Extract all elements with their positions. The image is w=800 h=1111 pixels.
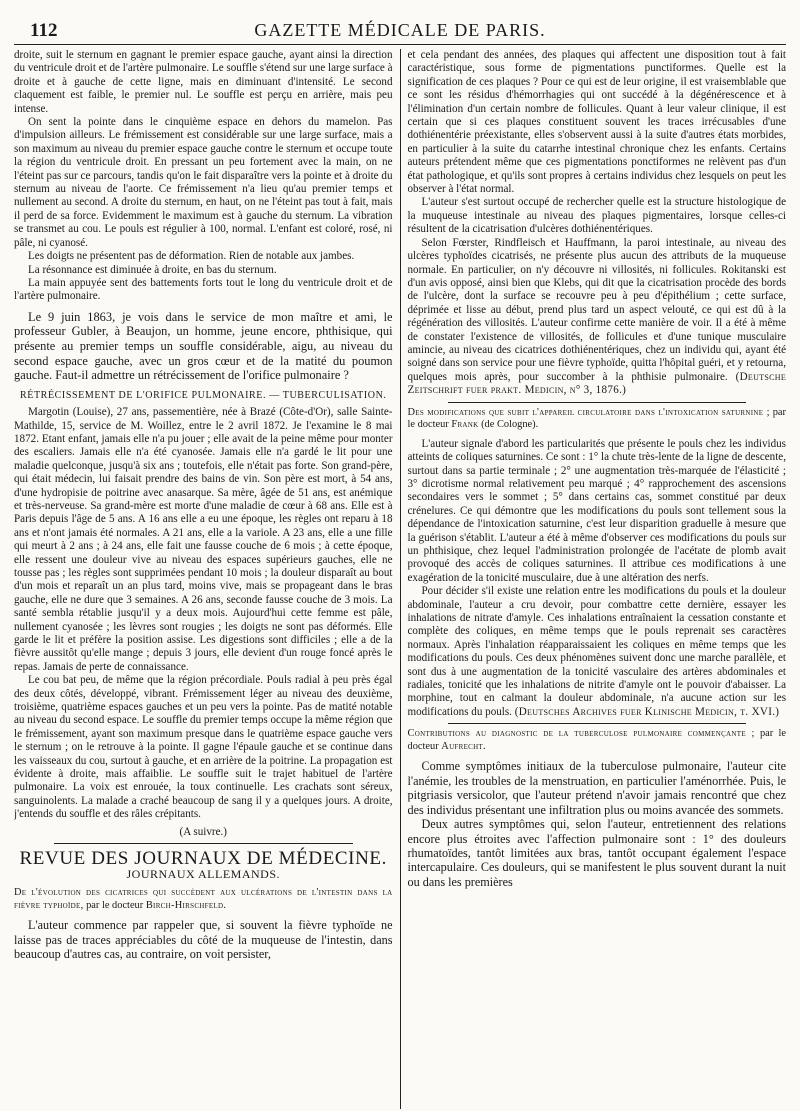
- section-title: REVUE DES JOURNAUX DE MÉDECINE.: [19, 848, 387, 870]
- divider: [448, 723, 747, 724]
- journal-reference: (Deutsche Zeitschrift fuer prakt. Medicin, n° 3, 1876.): [407, 370, 787, 397]
- article-title-text: De l'évolution des cicatrices qui succèdent aux ulcérations de l'intestin dans la fièvre typhoïde,: [14, 886, 393, 911]
- paragraph: Margotin (Louise), 27 ans, passementière, née à Brazé (Côte-d'Or), salle Sainte-Mathilde, 15, service de M. Woillez, entre le 2 avril 1872. Je l'examine le 8 mai 1872. Etant enfant, jamais elle n'a pu jouer ; elle avait de la peine même pour monter des escaliers. Jamais elle n'a été cyanosée. Jamais elle n'a gardé le lit pour une maladie quelconque, jusqu'à six ans ; toutefois, elle n'était pas forte. Son grand-père, qui était médecin, lui faisait prendre des bains de vin. Son père est mort, à 54 ans, d'une hydropisie de poitrine avec anasarque. Sa mère, âgée de 51 ans, est anémique et très-nerveuse. Sa grand-mère est morte d'une maladie de cœur à 68 ans. Elle est à Paris depuis l'âge de 5 ans. A 16 ans elle a eu une époque, les règles ont reparu à 18 ans et n'ont jamais été normales. A 21 ans, elle a la variole. A 23 ans, elle a une fille qui meurt à 2 ans ; à 24 ans, elle fait une fausse couche de 6 mois ; à cette époque, elle ressent une douleur vive au niveau des espaces supérieurs gauches, elle ne tousse pas ; les règles sont supprimées pendant 10 mois ; la douleur disparaît au bout d'un mois et reparaît un an plus tard, moins vive, mais se propageant dans le bras gauche, elle ne dure que 3 semaines. A 26 ans, seconde fausse couche de 3 mois. La santé sembla rétablie jusqu'il y a deux mois. Aujourd'hui cette femme est pâle, nullement cyanosée ; les lèvres sont rougies ; les doigts ne sont pas déformés. Elle garde le lit et préfère la position assise. Les digestions sont difficiles ; elle a de la fièvre aussitôt qu'elle mange ; depuis 3 jours, elle devient d'un rouge foncé après le repas. Jamais de perte de connaissance.: [14, 406, 393, 673]
- article-title-text: Des modifications que subit l'appareil circulatoire dans l'intoxication saturnine ;: [407, 406, 770, 418]
- paragraph: L'auteur s'est surtout occupé de rechercher quelle est la structure histologique de la muqueuse intestinale au niveau des plaques pigmentaires, lorsque celles-ci résultent de la cicatrisation d'ulcères dothiénentériques.: [407, 196, 787, 236]
- paragraph-text: Selon Fœrster, Rindfleisch et Hauffmann, la paroi intestinale, au niveau des ulcères typhoïdes cicatrisés, ne présente plus aucun des attributs de la muqueuse normale. En particulier, on n'y découvre ni villosités, ni follicules. Rokitanski est d'un avis opposé, ainsi bien que Klebs, qui dit que la cicatrisation procède des bords de l'ulcère, dont la surface se recouvre peu à peu d'épithélium ; cette surface, déprimée et lisse au début, prend plus tard un aspect velouté, ce qui est dû à la régénération des villosités. L'auteur confirme cette manière de voir. Il a été à même de constater l'existence de villosités, de follicules et d'une tunique musculaire amincie, au niveau des cicatrices dothiénentériques, chez un individu qui, ayant été soigné dans son service pour une fièvre typhoïde, quitta l'hôpital guéri, et y retourna, quelques mois après, pour succomber à la phthisie pulmonaire.: [407, 236, 787, 383]
- publication-title: GAZETTE MÉDICALE DE PARIS.: [254, 20, 546, 40]
- article-title-by: par le docteur: [407, 728, 787, 752]
- paragraph: [408, 237, 787, 398]
- article-title: [14, 887, 393, 912]
- paragraph: Les doigts ne présentent pas de déformation. Rien de notable aux jambes.: [28, 250, 355, 263]
- paragraph: Le cou bat peu, de même que la région précordiale. Pouls radial à peu près égal des deux côtés, développé, vibrant. Frémissement léger au niveau des deuxième, troisième, quatrième espaces gauches et un peu vers la pointe. Pas de matité notable au niveau du second espace. Le souffle du premier temps occupe la même région que le frémissement, ayant son maximum presque dans le quatrième espace gauche vers le sternum ; on le retrouve à la pointe. Il gagne l'épaule gauche et se continue dans les vaisseaux du cou, surtout à gauche, et en arrière de la poitrine. La propagation est évidente à droite, mais affaiblie. Le souffle suit le trajet habituel de l'artère pulmonaire. La voix est enrouée, la toux continuelle. Les crachats sont séreux, sanguinolents. La malade a craché beaucoup de sang il y a quelques jours. A droite, j'entends du souffle et des râles crépitants.: [14, 674, 393, 821]
- paragraph: La main appuyée sent des battements forts tout le long du ventricule droit et de l'artère pulmonaire.: [14, 276, 393, 303]
- paragraph: [408, 585, 787, 719]
- section-subtitle: JOURNAUX ALLEMANDS.: [126, 866, 281, 881]
- paragraph: Le 9 juin 1863, je vois dans le service de mon maître et ami, le professeur Gubler, à Beaujon, un homme, jeune encore, phthisique, qui présente au premier temps un souffle considérable, aigu, au niveau du second espace gauche, avec un gros cœur et de la matité du poumon gauche. Faut-il admettre un rétrécissement de l'orifice pulmonaire ?: [14, 309, 393, 383]
- page-header: [14, 10, 786, 45]
- paragraph: droite, suit le sternum en gagnant le premier espace gauche, ayant ainsi la direction du ventricule droit et de l'artère pulmonaire. Le souffle s'étend sur une large surface à droite et à gauche de cette ligne, mais en diminuant d'intensité. Le second claquement est faible, le premier nul. Le souffle est perçu en arrière, mais peu intense.: [14, 49, 393, 115]
- article-title: [408, 407, 787, 432]
- divider: [54, 843, 353, 844]
- article-author: Birch-Hirschfeld.: [145, 899, 227, 911]
- journal-reference: (Deutsches Archives fuer Klinische Medicin, t. XVI.): [514, 705, 780, 718]
- paragraph: Comme symptômes initiaux de la tuberculose pulmonaire, l'auteur cite l'anémie, les troubles de la menstruation, en particulier l'aménorrhée. Puis, le pitgriasis versicolor, que l'auteur prétend n'avoir jamais rencontré que chez des individus présentant une infiltration plus ou moins avancée des sommets.: [407, 759, 787, 817]
- article-title: [408, 728, 787, 753]
- article-author: Frank: [451, 419, 479, 431]
- paragraph: L'auteur commence par rappeler que, si souvent la fièvre typhoïde ne laisse pas de traces appréciables du côté de la muqueuse de l'intestin, dans beaucoup d'autres cas, au contraire, on voit persister,: [14, 918, 393, 961]
- divider: [448, 402, 747, 403]
- paragraph: et cela pendant des années, des plaques qui affectent une disposition tout à fait caractéristique, sous forme de pigmentations punctiformes. Quelle est la signification de ces plaques ? Pour ce qui est de leur origine, il est vraisemblable que ce sont les résidus d'hémorrhagies qui ont succédé à la dégénérescence et à l'élimination d'un certain nombre de follicules. Quant à leur valeur clinique, il est certain que si ces plaques constituent souvent les traces irrécusables d'une dothiénentérie préexistante, elles s'observent aussi à la suite d'autres états morbides, en particulier à la suite du catarrhe intestinal chronique chez les enfants. Certains auteurs prétendent même que ces pigmentations ponctiformes ne relèvent pas d'un état pathologique, et qu'ils sont propres à certains individus chez lesquels on peut les observer à l'état normal.: [407, 49, 787, 196]
- to-be-continued: (A suivre.): [179, 825, 227, 838]
- page-number: 112: [30, 20, 58, 41]
- case-subheading: RÉTRÉCISSEMENT DE L'ORIFICE PULMONAIRE. — TUBERCULISATION.: [19, 389, 387, 401]
- article-title-text: Contributions au diagnostic de la tuberculose pulmonaire commençante ;: [407, 728, 755, 740]
- article-title-by: par le docteur: [407, 406, 787, 431]
- left-column: [14, 49, 400, 1109]
- paragraph-text: Pour décider s'il existe une relation entre les modifications du pouls et la douleur abdominale, l'auteur a cru devoir, pour combattre cette dernière, essayer les inhalations de nitrate d'amyle. Ces inhalations entraînaient la cessation constante et complète des coliques, en même temps que le pouls reprenait ses caractères normaux. Après l'inhalation réapparaissaient les coliques en même temps que les modifications du pouls. Ces deux phénomènes suivent donc une marche parallèle, et sont dus à une augmentation de la tonicité vasculaire des artères abdominales et radiales, tonicité que les inhalations de nitrite d'amyle ont le pouvoir d'abaisser. La morphine, tout en calmant la douleur abdominale, n'a aucune action sur les modifications du pouls.: [407, 585, 787, 718]
- right-column: [401, 49, 787, 1109]
- article-title-tail: (de Cologne).: [478, 419, 539, 431]
- paragraph: On sent la pointe dans le cinquième espace en dehors du mamelon. Pas d'impulsion ailleurs. Le frémissement est considérable sur une large surface, mais a son maximum au niveau du premier espace gauche contre le sternum et occupe toute la région du ventricule droit. En pressant un peu fortement avec la main, on ne l'éteint pas sur ce parcours, tandis qu'on le fait disparaître vers la pointe et à droite du sternum au niveau de l'aorte. Ce frémissement n'a lieu qu'au premier temps et nullement au second. A droite du sternum, en haut, on ne l'éteint pas tout à fait, mais il perd de sa force. Evidemment le maximum est à gauche du sternum. La vibration se transmet au cou. Le pouls est régulier à 100, normal. L'enfant est coloré, rosé, ni pâle, ni cyanosé.: [14, 116, 393, 249]
- article-title-by: par le docteur: [83, 899, 146, 911]
- paragraph: L'auteur signale d'abord les particularités que présente le pouls chez les individus atteints de coliques saturnines. Ce sont : 1° la chute très-lente de la ligne de descente, surtout dans sa partie terminale ; 2° une augmentation très-marquée de l'élasticité ; 3° dicrotisme normal relativement peu marqué ; 4° rapprochement des ascensions secondaires vers le sommet ; 5° dans certains cas, sommet constitué par deux crénelures. Ce qui démontre que les modifications du pouls sont tellement sous la dépendance de l'intoxication saturnine, c'est leur disparition graduelle à mesure que la guérison s'établit. L'auteur a été à même d'observer ces modifications du pouls sur un phthisique, chez lequel l'administration prolongée de l'acétate de plomb avait provoqué des accès de coliques saturnines. Il attribue ces modifications à une exagération de la tonicité musculaire, due à une altération des nerfs.: [407, 437, 787, 584]
- paragraph: La résonnance est diminuée à droite, en bas du sternum.: [28, 263, 277, 276]
- text-columns: [14, 49, 786, 1109]
- article-author: Aufrecht.: [441, 740, 486, 752]
- paragraph: Deux autres symptômes qui, selon l'auteur, entretiennent des relations encore plus étroites avec l'affection pulmonaire sont : 1° des douleurs rhumatoïdes, tantôt limitées aux bras, tantôt occupant également l'espace intercapulaire. Ces douleurs, qui se manifestent le plus souvent durant la nuit ou dans les premières: [407, 817, 787, 889]
